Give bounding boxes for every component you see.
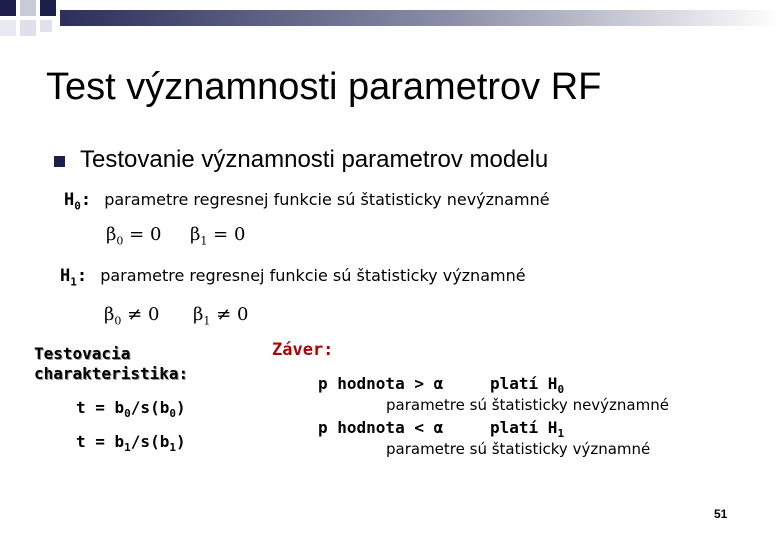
page-number: 51	[714, 507, 728, 521]
bullet-text: Testovanie významnosti parametrov modelu	[80, 146, 549, 173]
conclusion-row1-verdict: platí $H_0$	[490, 374, 565, 397]
statistic-heading-line1: Testovacia	[34, 344, 131, 363]
statistic-t1: $t = b_1/s(b_1)$	[76, 432, 186, 455]
h1-beta1: $\beta_1 \ne 0$	[193, 304, 249, 328]
h1-label: $H_1$:	[60, 266, 88, 289]
conclusion-heading: Záver:	[272, 340, 334, 360]
conclusion-row1-cond: p hodnota > α	[318, 374, 444, 393]
h0-beta0: $\beta_0 = 0$	[106, 224, 162, 248]
conclusion-row2-cond: p hodnota < α	[318, 418, 444, 437]
bullet-square-icon	[54, 156, 65, 167]
h1-text: parametre regresnej funkcie sú štatisticky významné	[100, 266, 526, 285]
h0-line	[64, 190, 550, 212]
h0-text: parametre regresnej funkcie sú štatisticky nevýznamné	[104, 190, 550, 209]
h0-beta1: $\beta_1 = 0$	[190, 224, 246, 248]
h0-label: $H_0$:	[64, 190, 92, 213]
header-decoration	[0, 0, 780, 44]
statistic-heading-line2: charakteristika:	[34, 364, 189, 383]
conclusion-row2-verdict: platí $H_1$	[490, 418, 565, 441]
statistic-t0: $t = b_0/s(b_0)$	[76, 398, 186, 421]
h1-beta0: $\beta_0 \ne 0$	[104, 304, 160, 328]
conclusion-row1-note: parametre sú štatisticky nevýznamné	[386, 396, 669, 414]
page-title: Test významnosti parametrov RF	[46, 66, 602, 108]
h1-line	[60, 266, 526, 288]
conclusion-row2-note: parametre sú štatisticky významné	[386, 440, 651, 458]
